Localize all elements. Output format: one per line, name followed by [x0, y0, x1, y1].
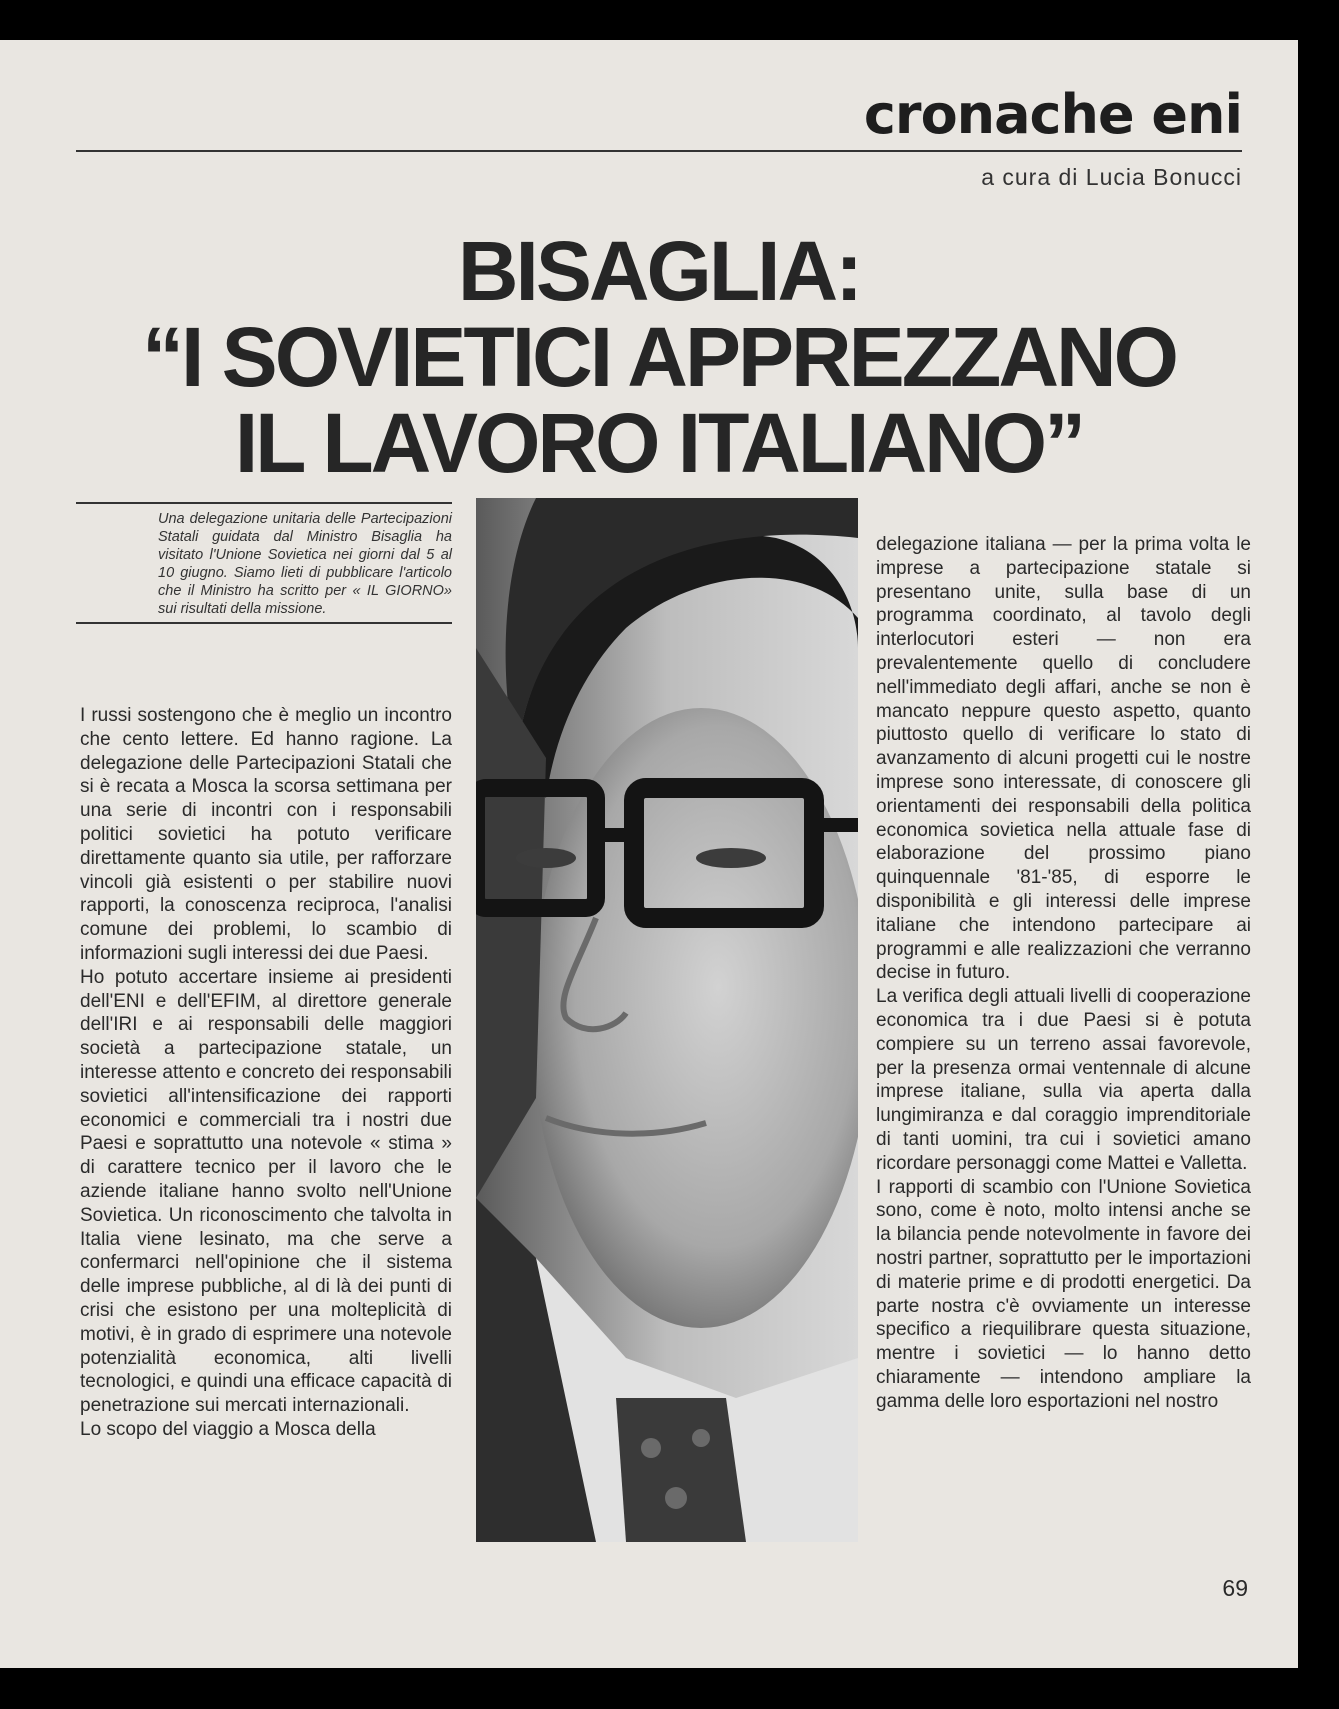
headline-line-1: BISAGLIA:	[457, 224, 861, 318]
headline	[76, 224, 1242, 490]
headline-line-3: IL LAVORO ITALIANO”	[234, 396, 1084, 490]
paragraph: delegazione italiana — per la prima volta le imprese a partecipazione statale si presentano unite, sulla base di un programma coordinato, al tavolo degli interlocutori esteri — non era prevalentemente quello di concludere nell'immediato degli affari, anche se non è mancato neppure questo aspetto, quanto piuttosto quello di verificare lo stato di avanzamento di alcuni progetti cui le nostre imprese sono interessate, di conoscere gli orientamenti dei responsabili della politica economica sovietica nella attuale fase di elaborazione del prossimo piano quinquennale '81-'85, di esporre le disponibilità e gli interessi delle imprese italiane che intendono partecipare ai programmi e alle realizzazioni che verranno decise in futuro.	[876, 534, 1251, 984]
page-number: 69	[1222, 1575, 1248, 1601]
section-title: cronache eni	[863, 83, 1242, 146]
portrait-illustration	[476, 498, 858, 1542]
intro-text: Una delegazione unitaria delle Partecipazioni Statali guidata dal Ministro Bisaglia ha visitato l'Unione Sovietica nei giorni dal 5 al 10 giugno. Siamo lieti di pubblicare l'articolo che il Ministro ha scritto per « IL GIORNO» sui risultati della missione.	[158, 511, 452, 617]
article-column-left	[80, 704, 452, 1442]
paragraph: I russi sostengono che è meglio un incontro che cento lettere. Ed hanno ragione. La delegazione delle Partecipazioni Statali che si è recata a Mosca la scorsa settimana per una serie di incontri con i responsabili politici sovietici ha potuto verificare direttamente quanto sia utile, per rafforzare vincoli già esistenti o per stabilire nuovi rapporti, la conoscenza reciproca, l'analisi comune dei problemi, lo scambio di informazioni sugli interessi dei due Paesi.	[80, 705, 452, 964]
paragraph: I rapporti di scambio con l'Unione Sovietica sono, come è noto, molto intensi anche se la bilancia pende notevolmente in favore dei nostri partner, soprattutto per le importazioni di materie prime e di prodotti energetici. Da parte nostra c'è ovviamente un interesse specifico a riequilibrare questa situazione, mentre i sovietici — lo hanno detto chiaramente — intendono ampliare la gamma delle loro esportazioni nel nostro	[876, 1176, 1251, 1412]
header-rule	[76, 150, 1242, 152]
byline: a cura di Lucia Bonucci	[981, 164, 1242, 190]
headline-line-2: “I SOVIETICI APPREZZANO	[142, 310, 1176, 404]
paragraph: Ho potuto accertare insieme ai presidenti dell'ENI e dell'EFIM, al direttore generale dell'IRI e ai responsabili delle maggiori società a partecipazione statale, un interesse attento e concreto dei responsabili sovietici all'intensificazione dei rapporti economici e commerciali tra i nostri due Paesi e soprattutto una notevole « stima » di carattere tecnico per il lavoro che le aziende italiane hanno svolto nell'Unione Sovietica. Un riconoscimento che talvolta in Italia viene lesinato, ma che serve a confermarci nell'opinione che il sistema delle imprese pubbliche, al di là dei punti di crisi che esistono per una molteplicità di motivi, è in grado di esprimere una notevole potenzialità economica, alti livelli tecnologici, e quindi una efficace capacità di penetrazione sui mercati internazionali.	[80, 966, 452, 1417]
paragraph: La verifica degli attuali livelli di cooperazione economica tra i due Paesi si è potuta compiere su un terreno assai favorevole, per la presenza ormai ventennale di alcune imprese italiane, sulla via aperta dalla lungimiranza e dal coraggio imprenditoriale di tanti uomini, tra cui i sovietici amano ricordare personaggi come Mattei e Valletta.	[876, 986, 1251, 1174]
magazine-page	[0, 40, 1298, 1668]
intro-box	[76, 502, 452, 624]
portrait-photo	[476, 498, 858, 1542]
article-column-right	[876, 533, 1251, 1413]
paragraph: Lo scopo del viaggio a Mosca della	[80, 1418, 376, 1440]
